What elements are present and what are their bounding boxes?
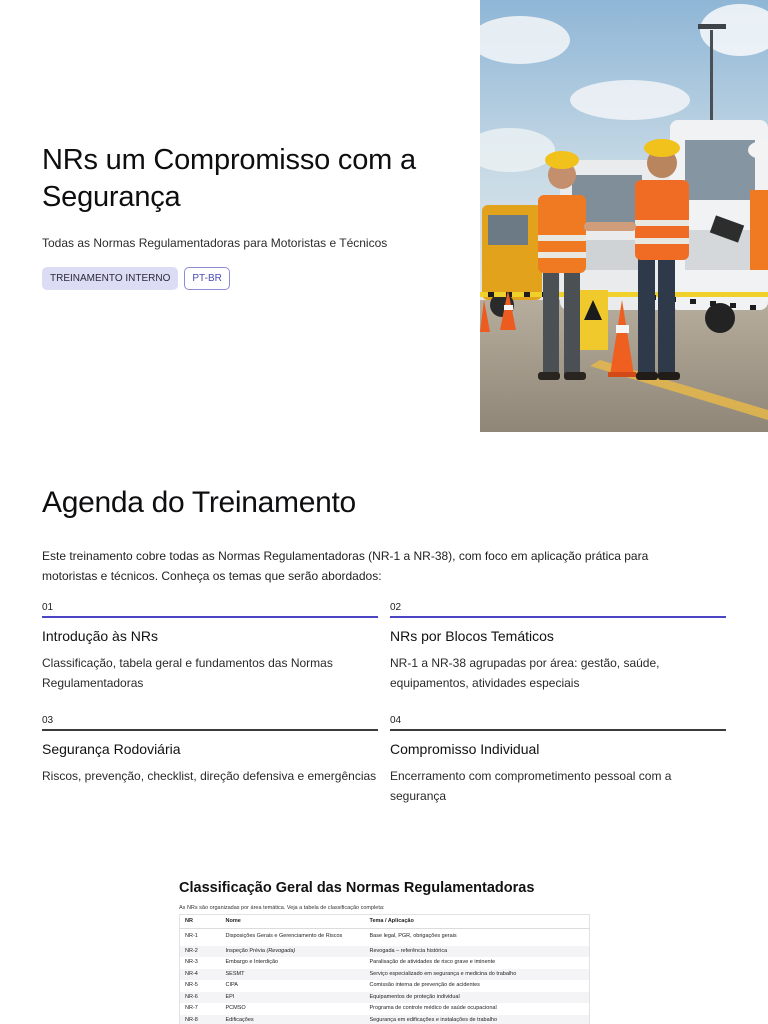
agenda-card-number: 03 xyxy=(42,715,54,726)
table-cell: CIPA xyxy=(225,982,238,988)
classification-subtitle: As NRs são organizadas por área temática. Veja a tabela de classificação completa: xyxy=(179,905,385,911)
agenda-card-number: 04 xyxy=(390,715,402,726)
table-row xyxy=(180,1003,590,1015)
agenda-card-divider xyxy=(42,616,378,618)
table-cell: NR-8 xyxy=(180,1015,221,1024)
table-cell: Paralisação de atividades de risco grave e iminente xyxy=(369,959,496,965)
hero-title: NRs um Compromisso com a Segurança xyxy=(42,144,416,213)
table-row xyxy=(180,929,590,946)
column-header-nr: NR xyxy=(180,915,221,929)
table-row xyxy=(180,1015,590,1024)
table-cell: Revogada – referência histórica xyxy=(365,946,590,958)
agenda-card-text: Classificação, tabela geral e fundamentos das Normas Regulamentadoras xyxy=(42,656,333,690)
table-cell: Edificações xyxy=(221,1015,365,1024)
agenda-card-divider xyxy=(390,616,726,618)
agenda-card-divider xyxy=(42,729,378,731)
hero-photo xyxy=(480,0,768,432)
table-header-row xyxy=(180,915,590,929)
hero-subtitle: Todas as Normas Regulamentadoras para Motoristas e Técnicos xyxy=(42,236,388,250)
agenda-title: Agenda do Treinamento xyxy=(42,486,356,519)
badge-language: PT-BR xyxy=(184,267,229,290)
badge-group xyxy=(42,267,230,290)
agenda-card-title: Compromisso Individual xyxy=(390,741,540,757)
table-cell: Programa de controle médico de saúde ocupacional xyxy=(369,1005,497,1011)
table-cell: NR-2 xyxy=(180,946,221,958)
table-cell: EPI xyxy=(221,992,365,1004)
column-header-name: Nome xyxy=(221,915,365,929)
table-cell: NR-1 xyxy=(185,933,198,939)
table-cell: Base legal, PGR, obrigações gerais xyxy=(369,933,457,939)
table-row xyxy=(180,992,590,1004)
agenda-card-divider xyxy=(390,729,726,731)
table-cell: Disposições Gerais e Gerenciamento de Riscos xyxy=(225,933,343,939)
workers-handshake-illustration xyxy=(480,0,768,432)
agenda-card-text: Encerramento com comprometimento pessoal com a segurança xyxy=(390,769,672,803)
table-cell: NR-5 xyxy=(185,982,198,988)
table-cell: Comissão interna de prevenção de acidentes xyxy=(369,982,480,988)
agenda-card-text: Riscos, prevenção, checklist, direção defensiva e emergências xyxy=(42,769,377,783)
badge-internal-training: TREINAMENTO INTERNO xyxy=(42,267,178,290)
agenda-card xyxy=(390,602,726,693)
classification-title: Classificação Geral das Normas Regulamentadoras xyxy=(179,880,535,896)
agenda-card-title: NRs por Blocos Temáticos xyxy=(390,628,554,644)
agenda-card xyxy=(390,715,726,806)
agenda-description: Este treinamento cobre todas as Normas Regulamentadoras (NR-1 a NR-38), com foco em aplicação prática para motoristas e técnicos. Conheça os temas que serão abordados: xyxy=(42,549,649,583)
table-cell: SESMT xyxy=(221,969,365,981)
table-cell: Serviço especializado em segurança e medicina do trabalho xyxy=(365,969,590,981)
table-row xyxy=(180,957,590,969)
table-cell-text: Inspeção Prévia xyxy=(225,947,265,954)
table-cell: Embargo e Interdição xyxy=(225,959,279,965)
table-cell: NR-6 xyxy=(180,992,221,1004)
table-cell: NR-7 xyxy=(185,1005,198,1011)
table-cell: Segurança em edificações e instalações de trabalho xyxy=(365,1015,590,1024)
table-row xyxy=(180,980,590,992)
agenda-card-text: NR-1 a NR-38 agrupadas por área: gestão, saúde, equipamentos, atividades especiais xyxy=(390,656,660,690)
table-cell: NR-3 xyxy=(185,959,198,965)
table-cell: Equipamentos de proteção individual xyxy=(365,992,590,1004)
agenda-card-title: Segurança Rodoviária xyxy=(42,741,181,757)
table-cell: PCMSO xyxy=(225,1005,246,1011)
table-row xyxy=(180,969,590,981)
agenda-card-title: Introdução às NRs xyxy=(42,628,158,644)
agenda-card-number: 02 xyxy=(390,602,402,613)
table-cell: NR-4 xyxy=(180,969,221,981)
agenda-card xyxy=(42,602,378,693)
revoked-note: (Revogada) xyxy=(266,947,296,954)
classification-table xyxy=(179,914,590,1024)
table-cell xyxy=(221,946,365,958)
agenda-card-number: 01 xyxy=(42,602,54,613)
table-row xyxy=(180,946,590,958)
agenda-cards xyxy=(42,602,726,806)
column-header-theme: Tema / Aplicação xyxy=(365,915,590,929)
agenda-card xyxy=(42,715,378,806)
